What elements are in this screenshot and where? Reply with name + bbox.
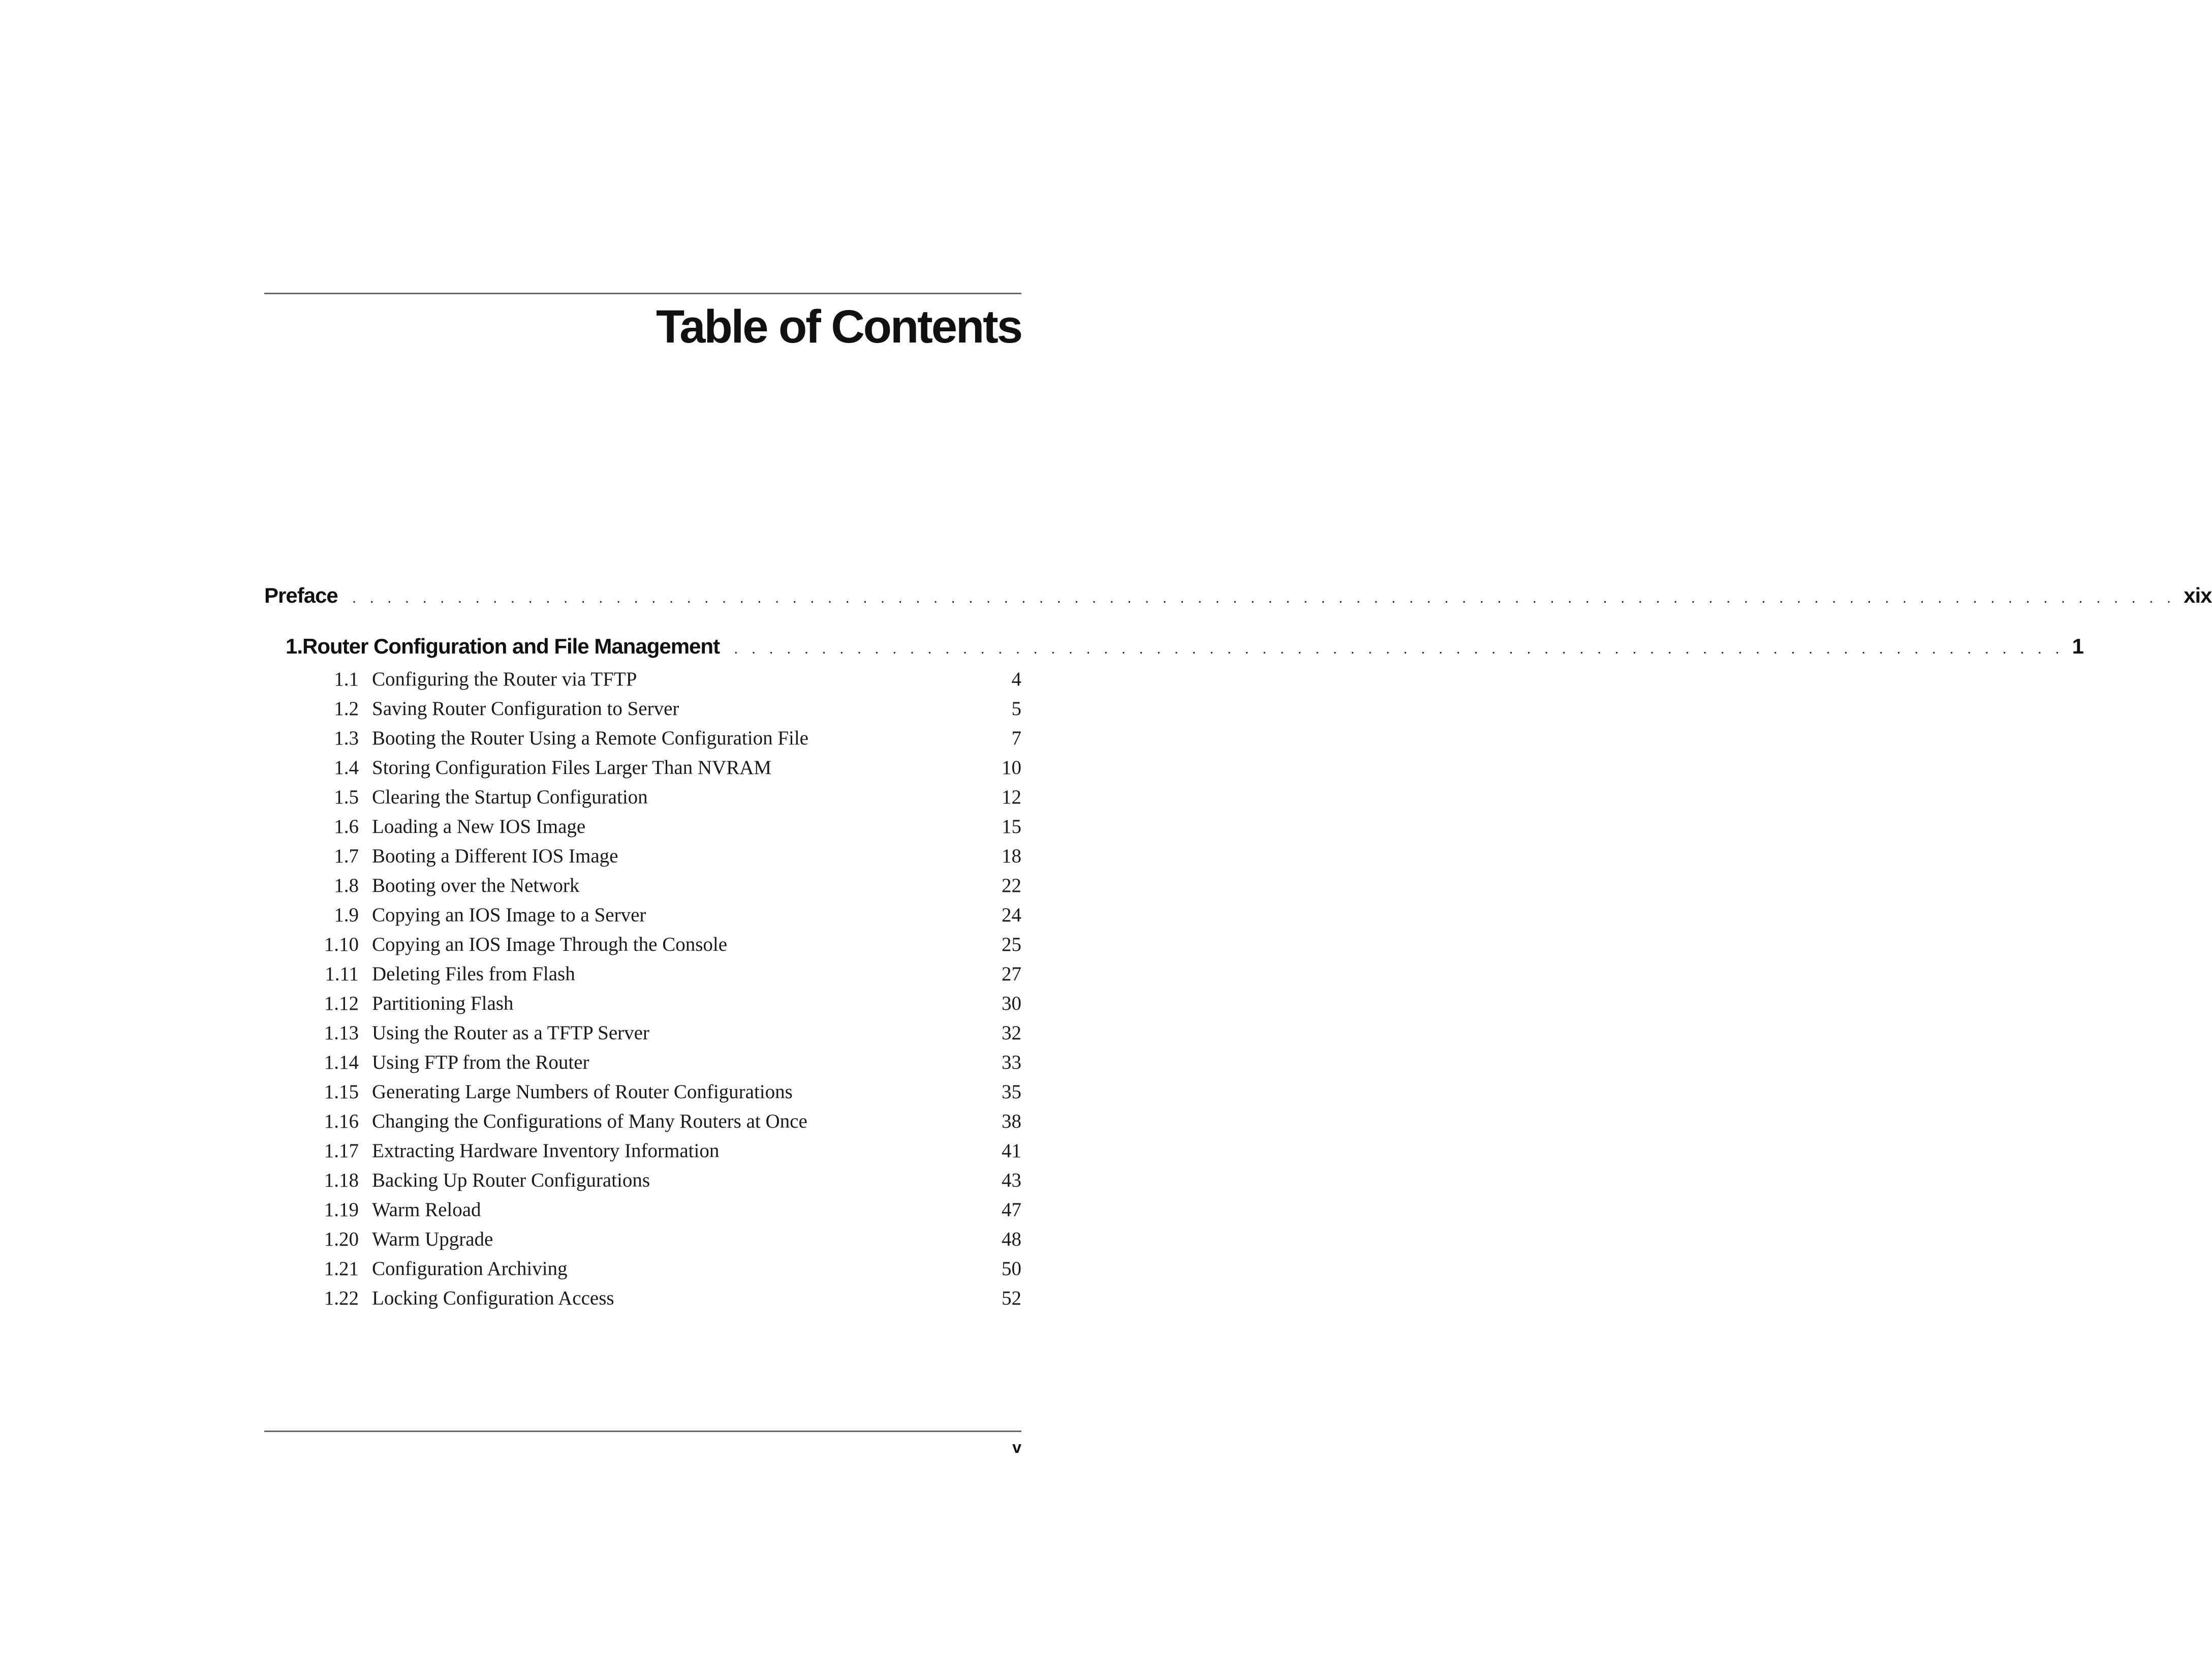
section-number: 1.6 [334, 816, 359, 837]
toc-entry-section[interactable] [264, 1139, 1021, 1169]
section-page-number: 10 [1002, 757, 1021, 779]
section-title: Using the Router as a TFTP Server [372, 1022, 649, 1044]
section-number: 1.10 [324, 934, 359, 955]
toc-entry-section[interactable] [264, 1110, 1021, 1139]
section-number: 1.17 [324, 1140, 359, 1162]
toc-entry-section[interactable] [264, 962, 1021, 992]
section-title: Loading a New IOS Image [372, 816, 586, 837]
toc-entry-section[interactable] [264, 756, 1021, 786]
section-number: 1.3 [334, 727, 359, 749]
toc-entry-section[interactable] [264, 904, 1021, 933]
section-page-number: 18 [1002, 845, 1021, 867]
section-page-number: 52 [1002, 1287, 1021, 1309]
toc-entry-section[interactable] [264, 1080, 1021, 1110]
section-page-number: 50 [1002, 1258, 1021, 1280]
section-page-number: 32 [1002, 1022, 1021, 1044]
section-page-number: 25 [1002, 934, 1021, 955]
toc-entry-section[interactable] [264, 727, 1021, 756]
chapter-title: Router Configuration and File Management [302, 634, 720, 658]
toc-entry-section[interactable] [264, 668, 1021, 697]
section-title: Booting a Different IOS Image [372, 845, 618, 867]
section-title: Copying an IOS Image Through the Console [372, 934, 728, 955]
section-title: Warm Reload [372, 1199, 481, 1221]
toc-entry-section[interactable] [264, 815, 1021, 845]
section-title: Configuration Archiving [372, 1258, 568, 1280]
section-title: Storing Configuration Files Larger Than NVRAM [372, 757, 772, 779]
section-title: Extracting Hardware Inventory Information [372, 1140, 720, 1162]
section-title: Clearing the Startup Configuration [372, 786, 648, 808]
section-number: 1.14 [324, 1051, 359, 1073]
toc-entry-section[interactable] [264, 874, 1021, 904]
section-number: 1.19 [324, 1199, 359, 1221]
toc-entry-section[interactable] [264, 1051, 1021, 1080]
section-page-number: 30 [1002, 992, 1021, 1014]
section-number: 1.18 [324, 1169, 359, 1191]
toc-entry-section[interactable] [264, 1198, 1021, 1228]
chapter-page-number: 1 [2072, 634, 2084, 658]
toc-entry-section[interactable] [264, 992, 1021, 1021]
toc-entry-section[interactable] [264, 933, 1021, 962]
section-page-number: 48 [1002, 1228, 1021, 1250]
section-number: 1.20 [324, 1228, 359, 1250]
section-page-number: 35 [1002, 1081, 1021, 1103]
section-title: Changing the Configurations of Many Routers at Once [372, 1110, 807, 1132]
section-number: 1.13 [324, 1022, 359, 1044]
section-page-number: 12 [1002, 786, 1021, 808]
toc-entry-section[interactable] [264, 697, 1021, 727]
section-title: Using FTP from the Router [372, 1051, 589, 1073]
dot-leader: . . . . . . . . . . . . . . . . . . . . . . . . . . . . . . . . . . . . . . . . . . . . . . . . . . . . . . . . . . . . . . . . . . . . . . . . . . . . . . . . . . . . . . . . . . . . . . . . . . . . . . . . [352, 589, 2176, 606]
section-page-number: 41 [1002, 1140, 1021, 1162]
section-list [264, 668, 1021, 1316]
section-number: 1.15 [324, 1081, 359, 1103]
section-number: 1.11 [325, 963, 359, 985]
section-title: Deleting Files from Flash [372, 963, 575, 985]
page-folio: v [1012, 1438, 1021, 1456]
top-rule [264, 293, 1021, 294]
section-page-number: 22 [1002, 875, 1021, 896]
section-page-number: 24 [1002, 904, 1021, 926]
chapter-number: 1. [286, 634, 303, 658]
section-number: 1.21 [324, 1258, 359, 1280]
section-number: 1.12 [324, 992, 359, 1014]
section-page-number: 15 [1002, 816, 1021, 837]
toc-entry-section[interactable] [264, 1169, 1021, 1198]
toc-entry-section[interactable] [264, 1257, 1021, 1287]
toc-entry-section[interactable] [264, 786, 1021, 815]
toc-entry-section[interactable] [264, 845, 1021, 874]
preface-page-number: xix [2184, 583, 2212, 607]
section-title: Saving Router Configuration to Server [372, 698, 679, 720]
section-title: Warm Upgrade [372, 1228, 493, 1250]
section-number: 1.8 [334, 875, 359, 896]
section-page-number: 5 [1011, 698, 1021, 720]
page-title: Table of Contents [656, 301, 1021, 353]
section-title: Locking Configuration Access [372, 1287, 614, 1309]
preface-label: Preface [264, 583, 338, 607]
section-title: Copying an IOS Image to a Server [372, 904, 646, 926]
section-number: 1.2 [334, 698, 359, 720]
section-number: 1.9 [334, 904, 359, 926]
section-page-number: 43 [1002, 1169, 1021, 1191]
toc-entry-preface[interactable] [264, 583, 2212, 617]
section-title: Booting over the Network [372, 875, 580, 896]
section-page-number: 38 [1002, 1110, 1021, 1132]
section-page-number: 4 [1011, 668, 1021, 690]
section-title: Generating Large Numbers of Router Configurations [372, 1081, 793, 1103]
section-number: 1.7 [334, 845, 359, 867]
section-page-number: 27 [1002, 963, 1021, 985]
section-title: Configuring the Router via TFTP [372, 668, 637, 690]
section-title: Booting the Router Using a Remote Configuration File [372, 727, 808, 749]
dot-leader: . . . . . . . . . . . . . . . . . . . . . . . . . . . . . . . . . . . . . . . . . . . . . . . . . . . . . . . . . . . . . . . . . . . . . . . . . . . . [734, 640, 2064, 657]
section-number: 1.1 [334, 668, 359, 690]
section-number: 1.16 [324, 1110, 359, 1132]
section-title: Partitioning Flash [372, 992, 514, 1014]
toc-entry-section[interactable] [264, 1021, 1021, 1051]
section-page-number: 7 [1011, 727, 1021, 749]
toc-entry-chapter-1[interactable] [264, 634, 2084, 668]
table-of-contents [264, 583, 2212, 1316]
section-title: Backing Up Router Configurations [372, 1169, 650, 1191]
section-number: 1.22 [324, 1287, 359, 1309]
section-number: 1.4 [334, 757, 359, 779]
bottom-rule [264, 1431, 1021, 1432]
section-number: 1.5 [334, 786, 359, 808]
toc-entry-section[interactable] [264, 1228, 1021, 1257]
toc-entry-section[interactable] [264, 1287, 1021, 1316]
section-page-number: 33 [1002, 1051, 1021, 1073]
section-page-number: 47 [1002, 1199, 1021, 1221]
